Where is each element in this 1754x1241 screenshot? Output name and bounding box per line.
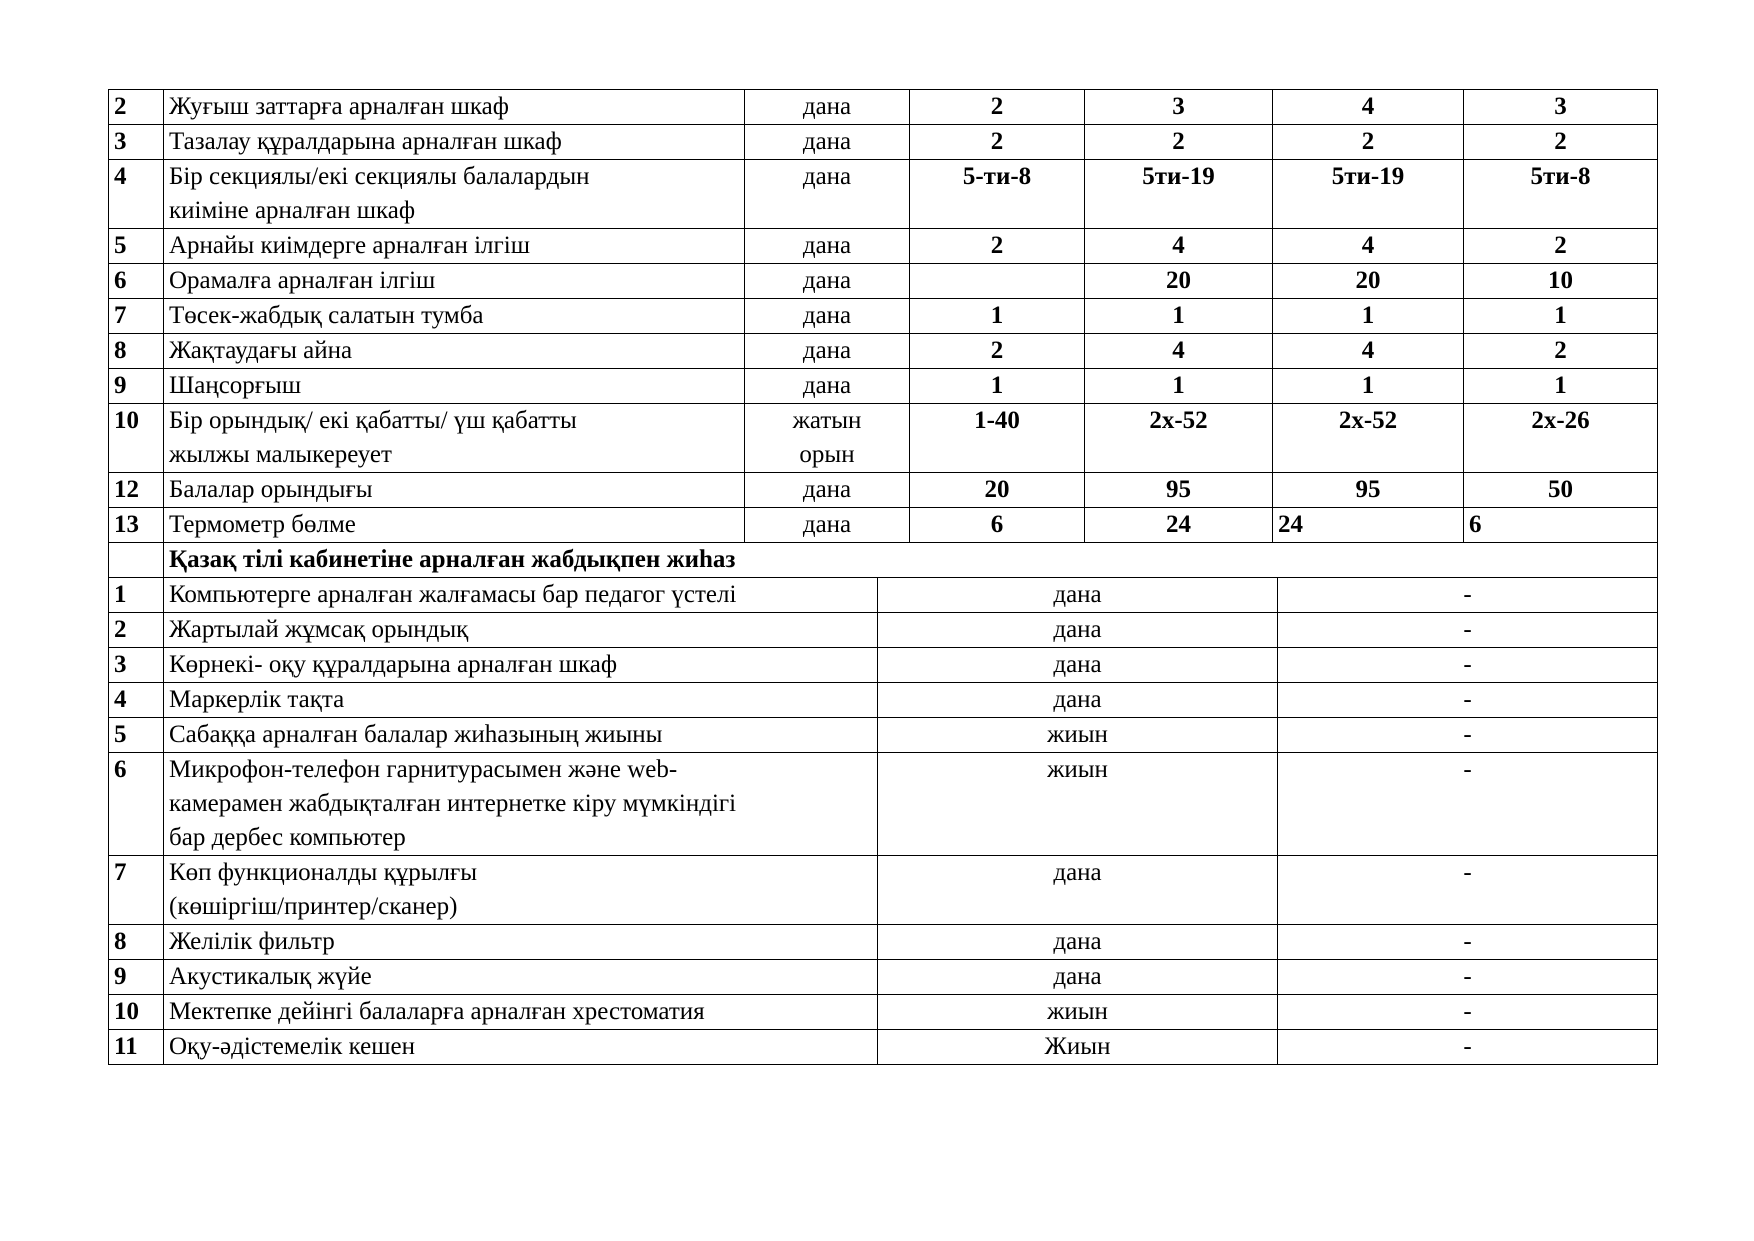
cell-text: 5ти-19: [1331, 163, 1405, 190]
item-name: [164, 404, 745, 473]
quantity-cell: [910, 404, 1085, 473]
unit-cell: [745, 299, 910, 334]
quantity-cell: [1085, 334, 1273, 369]
row-number: [109, 125, 164, 160]
cell-text: 1-40: [974, 407, 1020, 434]
item-name: [164, 856, 878, 925]
row-number: [109, 648, 164, 683]
cell-text: -: [1463, 721, 1472, 748]
item-name: [164, 648, 878, 683]
quantity-cell: [910, 125, 1085, 160]
cell-line: дана: [802, 267, 852, 294]
cell-text: 3: [114, 651, 127, 678]
cell-text: 4: [114, 686, 127, 713]
cell-line: Бір орындық/ екі қабатты/ үш қабатты: [169, 407, 577, 434]
table-row: [109, 995, 1658, 1030]
cell-text: -: [1463, 651, 1472, 678]
quantity-cell: [1464, 160, 1658, 229]
quantity-cell: [910, 473, 1085, 508]
quantity-cell: [1273, 508, 1464, 543]
table-row: [109, 613, 1658, 648]
table-row: [109, 404, 1658, 473]
cell-line: дана: [802, 93, 852, 120]
cell-line: дана: [802, 232, 852, 259]
table-row: [109, 683, 1658, 718]
unit-cell: [878, 925, 1278, 960]
cell-text: 2х-52: [1338, 407, 1398, 434]
cell-text: 4: [114, 163, 127, 190]
quantity-cell: [910, 90, 1085, 125]
cell-line: Бір секциялы/екі секциялы балалардын: [169, 163, 590, 190]
cell-text: 5ти-19: [1142, 163, 1215, 190]
availability-cell: [1278, 683, 1658, 718]
row-number: [109, 960, 164, 995]
cell-line: Оқу-әдістемелік кешен: [169, 1033, 415, 1060]
unit-cell: [745, 125, 910, 160]
cell-text: 2: [1554, 337, 1567, 364]
cell-line: Балалар орындығы: [169, 476, 373, 503]
row-number: [109, 578, 164, 613]
quantity-cell: [910, 229, 1085, 264]
cell-text: 6: [990, 511, 1004, 538]
availability-cell: [1278, 613, 1658, 648]
cell-text: 24: [1278, 511, 1304, 538]
cell-text: 1: [1361, 372, 1375, 399]
cell-text: 9: [114, 372, 127, 399]
cell-line: Арнайы киімдерге арналған ілгіш: [169, 232, 530, 259]
cell-text: 1: [1554, 372, 1567, 399]
cell-text: 95: [1166, 476, 1192, 503]
row-number: [109, 299, 164, 334]
cell-text: 4: [1361, 93, 1375, 120]
item-name: [164, 160, 745, 229]
quantity-cell: [1464, 125, 1658, 160]
quantity-cell: [1464, 299, 1658, 334]
cell-text: 20: [1166, 267, 1192, 294]
cell-text: дана: [1053, 616, 1102, 643]
item-name: [164, 613, 878, 648]
quantity-cell: [1273, 299, 1464, 334]
cell-text: 95: [1355, 476, 1381, 503]
cell-text: 2: [1361, 128, 1375, 155]
quantity-cell: [1085, 404, 1273, 473]
cell-text: дана: [1053, 651, 1102, 678]
row-number: [109, 856, 164, 925]
cell-text: 6: [114, 267, 127, 294]
cell-line: Жартылай жұмсақ орындық: [169, 616, 469, 643]
cell-text: дана: [1053, 859, 1102, 886]
row-number: [109, 369, 164, 404]
unit-cell: [878, 995, 1278, 1030]
cell-text: дана: [1053, 686, 1102, 713]
item-name: [164, 683, 878, 718]
quantity-cell: [910, 160, 1085, 229]
availability-cell: [1278, 648, 1658, 683]
cell-text: 9: [114, 963, 127, 990]
cell-text: 10: [114, 998, 139, 1025]
cell-text: -: [1463, 616, 1472, 643]
cell-text: жиын: [1047, 756, 1108, 783]
cell-text: 5: [114, 721, 127, 748]
availability-cell: [1278, 718, 1658, 753]
quantity-cell: [1085, 264, 1273, 299]
cell-text: жиын: [1047, 721, 1108, 748]
unit-cell: [745, 404, 910, 473]
cell-text: 10: [1548, 267, 1574, 294]
cell-text: -: [1463, 859, 1472, 886]
cell-text: 2х-52: [1149, 407, 1208, 434]
quantity-cell: [1464, 334, 1658, 369]
quantity-cell: [1085, 125, 1273, 160]
cell-text: 2: [990, 128, 1004, 155]
cell-text: -: [1463, 686, 1472, 713]
cell-text: 13: [114, 511, 139, 538]
cell-line: Көп функционалды құрылғы: [169, 859, 478, 886]
unit-cell: [878, 578, 1278, 613]
quantity-cell: [1464, 473, 1658, 508]
quantity-cell: [1273, 125, 1464, 160]
cell-line: Төсек-жабдық салатын тумба: [169, 302, 484, 329]
item-name: [164, 508, 745, 543]
quantity-cell: [1085, 229, 1273, 264]
quantity-cell: [1273, 160, 1464, 229]
unit-cell: [745, 264, 910, 299]
cell-line: Жуғыш заттарға арналған шкаф: [169, 93, 509, 120]
unit-cell: [745, 229, 910, 264]
cell-line: дана: [802, 476, 852, 503]
quantity-cell: [910, 369, 1085, 404]
cell-line: бар дербес компьютер: [169, 824, 406, 851]
row-number: [109, 334, 164, 369]
cell-text: 4: [1172, 232, 1185, 259]
row-number: [109, 473, 164, 508]
cell-line: дана: [802, 302, 852, 329]
cell-line: Сабаққа арналған балалар жиһазының жиыны: [169, 721, 663, 748]
item-name: [164, 578, 878, 613]
cell-text: 24: [1166, 511, 1192, 538]
item-name: [164, 125, 745, 160]
cell-line: Тазалау құралдарына арналған шкаф: [169, 128, 562, 155]
cell-text: 1: [990, 302, 1004, 329]
quantity-cell: [1085, 299, 1273, 334]
unit-cell: [878, 648, 1278, 683]
unit-cell: [878, 683, 1278, 718]
quantity-cell: [1273, 369, 1464, 404]
availability-cell: [1278, 753, 1658, 856]
unit-cell: [745, 369, 910, 404]
unit-cell: [745, 473, 910, 508]
row-number: [109, 508, 164, 543]
quantity-cell: [1273, 229, 1464, 264]
cell-text: 2: [990, 232, 1004, 259]
cell-text: -: [1463, 1033, 1472, 1060]
table-row: [109, 578, 1658, 613]
cell-text: 8: [114, 337, 127, 364]
row-number: [109, 683, 164, 718]
cell-text: 7: [114, 859, 127, 886]
quantity-cell: [1464, 229, 1658, 264]
cell-text: 3: [1172, 93, 1185, 120]
row-number: [109, 160, 164, 229]
row-number: [109, 753, 164, 856]
item-name: [164, 473, 745, 508]
cell-text: 4: [1172, 337, 1185, 364]
cell-text: 4: [1361, 337, 1375, 364]
cell-line: Көрнекі- оқу құралдарына арналған шкаф: [169, 651, 618, 678]
row-number: [109, 1030, 164, 1065]
table-row: [109, 753, 1658, 856]
table-row: [109, 718, 1658, 753]
cell-line: дана: [802, 511, 852, 538]
unit-cell: [878, 960, 1278, 995]
item-name: [164, 960, 878, 995]
cell-line: Маркерлік тақта: [169, 686, 345, 713]
cell-text: 12: [114, 476, 139, 503]
cell-text: 6: [114, 756, 127, 783]
cell-text: Қазақ тілі кабинетіне арналған жабдықпен жиһаз: [169, 546, 736, 573]
unit-cell: [745, 508, 910, 543]
table-row: [109, 334, 1658, 369]
cell-line: (көшіргіш/принтер/сканер): [169, 893, 458, 920]
unit-cell: [745, 90, 910, 125]
quantity-cell: [1273, 90, 1464, 125]
item-name: [164, 925, 878, 960]
cell-line: Желілік фильтр: [169, 928, 335, 955]
table-row: [109, 473, 1658, 508]
cell-text: 10: [114, 407, 139, 434]
quantity-cell: [1273, 264, 1464, 299]
cell-line: дана: [802, 372, 852, 399]
row-number: [109, 90, 164, 125]
unit-cell: [745, 160, 910, 229]
item-name: [164, 1030, 878, 1065]
availability-cell: [1278, 925, 1658, 960]
cell-line: дана: [802, 337, 852, 364]
quantity-cell: [1085, 160, 1273, 229]
item-name: [164, 995, 878, 1030]
cell-line: Термометр бөлме: [169, 511, 356, 538]
item-name: [164, 90, 745, 125]
cell-text: 3: [1554, 93, 1567, 120]
cell-text: 2х-26: [1531, 407, 1590, 434]
cell-text: дана: [1053, 581, 1102, 608]
cell-text: 8: [114, 928, 127, 955]
row-number: [109, 995, 164, 1030]
row-number: [109, 925, 164, 960]
cell-text: дана: [1053, 963, 1102, 990]
cell-text: -: [1463, 998, 1472, 1025]
cell-text: 1: [990, 372, 1004, 399]
item-name: [164, 229, 745, 264]
cell-line: камерамен жабдықталған интернетке кіру мүмкіндігі: [169, 790, 737, 817]
cell-line: Компьютерге арналған жалғамасы бар педагог үстелі: [169, 581, 737, 608]
availability-cell: [1278, 995, 1658, 1030]
availability-cell: [1278, 960, 1658, 995]
quantity-cell: [1273, 334, 1464, 369]
item-name: [164, 334, 745, 369]
cell-line: Акустикалық жүйе: [169, 963, 372, 990]
unit-cell: [745, 334, 910, 369]
cell-text: 2: [1554, 232, 1567, 259]
unit-cell: [878, 1030, 1278, 1065]
cell-text: 1: [114, 581, 127, 608]
table-row: [109, 125, 1658, 160]
cell-text: -: [1463, 963, 1472, 990]
cell-text: 3: [114, 128, 127, 155]
table-row: [109, 229, 1658, 264]
cell-line: Орамалға арналған ілгіш: [169, 267, 436, 294]
cell-text: 1: [1172, 302, 1185, 329]
cell-text: Жиын: [1044, 1033, 1111, 1060]
cell-line: жылжы малыкереует: [169, 441, 392, 468]
cell-text: 2: [1554, 128, 1567, 155]
quantity-cell: [1464, 264, 1658, 299]
cell-text: -: [1463, 581, 1472, 608]
cell-text: 7: [114, 302, 127, 329]
cell-text: 2: [1172, 128, 1185, 155]
table-row: [109, 925, 1658, 960]
quantity-cell: [910, 334, 1085, 369]
quantity-cell: [1464, 369, 1658, 404]
table-row: [109, 856, 1658, 925]
table-row: [109, 960, 1658, 995]
cell-text: 50: [1548, 476, 1574, 503]
unit-cell: [878, 856, 1278, 925]
cell-text: 2: [990, 93, 1004, 120]
item-name: [164, 369, 745, 404]
section-title: [164, 543, 1658, 578]
cell-text: 5-ти-8: [962, 163, 1032, 190]
table-row: [109, 648, 1658, 683]
cell-text: дана: [1053, 928, 1102, 955]
cell-text: -: [1463, 756, 1472, 783]
item-name: [164, 718, 878, 753]
cell-line: дана: [802, 163, 852, 190]
quantity-cell: [1085, 473, 1273, 508]
cell-line: Шаңсорғыш: [169, 372, 302, 399]
cell-line: Жақтаудағы айна: [169, 337, 353, 364]
cell-text: 20: [1355, 267, 1381, 294]
cell-text: 2: [114, 616, 127, 643]
quantity-cell: [1085, 508, 1273, 543]
quantity-cell: [1273, 404, 1464, 473]
row-number: [109, 613, 164, 648]
quantity-cell: [1464, 90, 1658, 125]
cell-text: 2: [114, 93, 127, 120]
cell-text: 1: [1172, 372, 1185, 399]
empty-cell: [109, 543, 164, 578]
unit-cell: [878, 613, 1278, 648]
row-number: [109, 229, 164, 264]
row-number: [109, 264, 164, 299]
cell-text: 1: [1361, 302, 1375, 329]
table-row: [109, 160, 1658, 229]
item-name: [164, 753, 878, 856]
cell-text: 5ти-8: [1530, 163, 1591, 190]
section-row: [109, 543, 1658, 578]
quantity-cell: [1273, 473, 1464, 508]
cell-text: 11: [114, 1033, 138, 1060]
cell-text: -: [1463, 928, 1472, 955]
cell-line: Мектепке дейінгі балаларға арналған хрестоматия: [169, 998, 705, 1025]
table-row: [109, 90, 1658, 125]
availability-cell: [1278, 856, 1658, 925]
cell-text: 6: [1469, 511, 1482, 538]
cell-text: 20: [984, 476, 1010, 503]
table-row: [109, 299, 1658, 334]
cell-line: орын: [799, 441, 855, 468]
row-number: [109, 404, 164, 473]
cell-text: 5: [114, 232, 127, 259]
cell-text: 2: [990, 337, 1004, 364]
unit-cell: [878, 718, 1278, 753]
quantity-cell: [1464, 404, 1658, 473]
quantity-cell: [1085, 90, 1273, 125]
cell-line: киіміне арналған шкаф: [169, 197, 416, 224]
cell-line: жатын: [792, 407, 862, 434]
quantity-cell: [1464, 508, 1658, 543]
cell-line: дана: [802, 128, 852, 155]
item-name: [164, 299, 745, 334]
quantity-cell: [910, 264, 1085, 299]
cell-text: жиын: [1047, 998, 1108, 1025]
table-row: [109, 508, 1658, 543]
quantity-cell: [910, 299, 1085, 334]
quantity-cell: [910, 508, 1085, 543]
table-row: [109, 1030, 1658, 1065]
availability-cell: [1278, 578, 1658, 613]
item-name: [164, 264, 745, 299]
cell-text: 4: [1361, 232, 1375, 259]
unit-cell: [878, 753, 1278, 856]
row-number: [109, 718, 164, 753]
availability-cell: [1278, 1030, 1658, 1065]
cell-text: 1: [1554, 302, 1567, 329]
table-row: [109, 369, 1658, 404]
cell-line: Микрофон-телефон гарнитурасымен және web-: [169, 756, 678, 783]
table-row: [109, 264, 1658, 299]
quantity-cell: [1085, 369, 1273, 404]
equipment-table: [108, 89, 1658, 1065]
